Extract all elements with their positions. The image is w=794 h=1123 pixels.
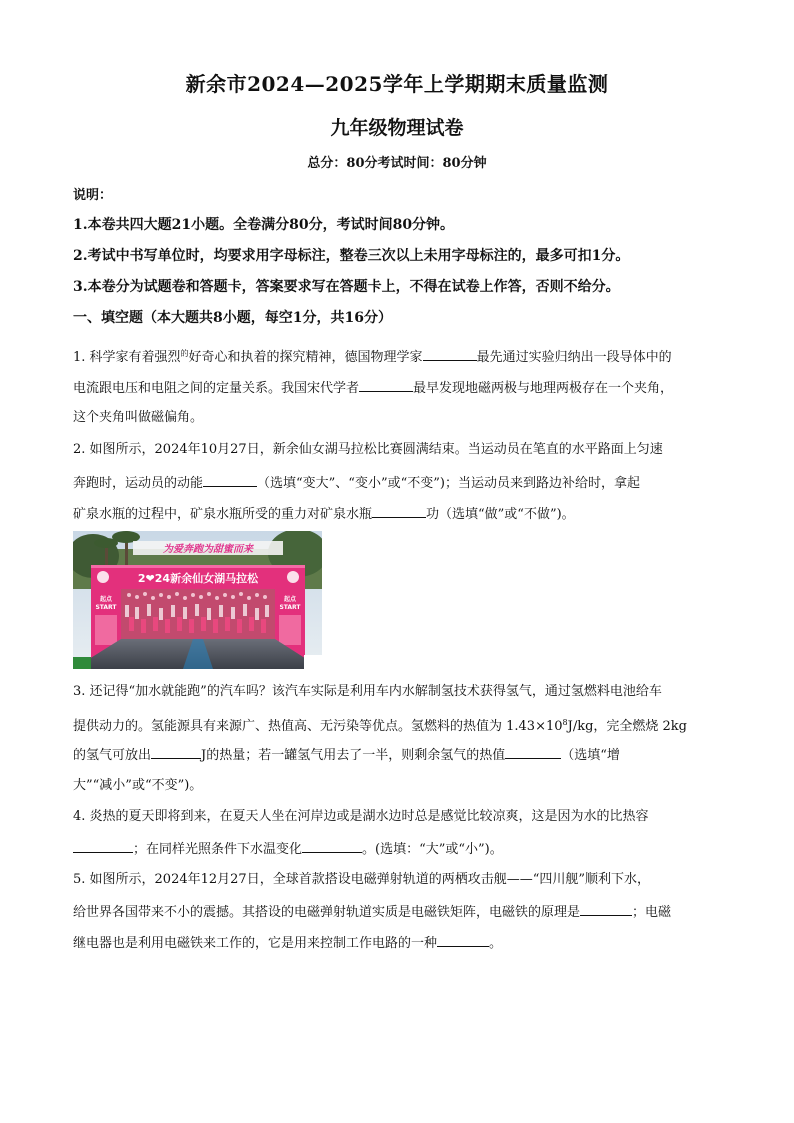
answer-blank[interactable] bbox=[203, 474, 257, 487]
right-pillar-start-cn: 起点 bbox=[283, 596, 297, 603]
question-5-line-3: 继电器也是利用电磁铁来工作的，它是用来控制工作电路的一种 。 bbox=[73, 936, 503, 951]
answer-blank[interactable] bbox=[505, 746, 561, 759]
question-2-line-3: 矿泉水瓶的过程中，矿泉水瓶所受的重力对矿泉水瓶 功（选填“做”或“不做”)。 bbox=[73, 507, 575, 522]
question-5-line-1: 5. 如图所示，2024年12月27日，全球首款搭设电磁弹射轨道的两栖攻击舰——“四川舰”顺利下水， bbox=[73, 872, 650, 887]
banner-slogan: 为爱奔跑为甜蜜而来 bbox=[163, 544, 253, 555]
answer-blank[interactable] bbox=[151, 746, 201, 759]
answer-blank[interactable] bbox=[73, 840, 133, 853]
instruction-item: 2.考试中书写单位时，均要求用字母标注，整卷三次以上未用字母标注的，最多可扣1分。 bbox=[73, 248, 630, 264]
question-1-line-1: 1. 科学家有着强烈$^的$好奇心和执着的探究精神，德国物理学家 最先通过实验归纳出一段导体中的 bbox=[73, 349, 672, 365]
answer-blank[interactable] bbox=[359, 379, 413, 392]
left-pillar-start-cn: 起点 bbox=[99, 596, 113, 603]
exam-title: 新余市2024—2025学年上学期期末质量监测 bbox=[185, 72, 609, 96]
left-pillar-start-en: START bbox=[95, 604, 117, 611]
marathon-start-photo bbox=[73, 531, 322, 669]
instruction-item: 3.本卷分为试题卷和答题卡，答案要求写在答题卡上，不得在试卷上作答，否则不给分。 bbox=[73, 279, 620, 295]
exam-subtitle: 九年级物理试卷 bbox=[330, 117, 464, 139]
answer-blank[interactable] bbox=[580, 903, 632, 916]
question-1-line-2: 电流跟电压和电阻之间的定量关系。我国宋代学者 最早发现地磁两极与地理两极存在一个夹角， bbox=[73, 381, 674, 396]
question-3-line-1: 3. 还记得“加水就能跑”的汽车吗？该汽车实际是利用车内水解制氢技术获得氢气，通过氢燃料电池给车 bbox=[73, 684, 662, 699]
question-4-line-1: 4. 炎热的夏天即将到来，在夏天人坐在河岸边或是湖水边时总是感觉比较凉爽，这是因为水的比热容 bbox=[73, 809, 649, 824]
answer-blank[interactable] bbox=[423, 348, 477, 361]
answer-blank[interactable] bbox=[302, 840, 362, 853]
question-3-line-2: 提供动力的。氢能源具有来源广、热值高、无污染等优点。氢燃料的热值为 $1.43\times 10^8J/kg$，完全燃烧 2kg bbox=[73, 718, 688, 734]
answer-blank[interactable] bbox=[437, 934, 489, 947]
marathon-photo-illustration bbox=[73, 531, 322, 669]
banner-marathon-name: 2❤24新余仙女湖马拉松 bbox=[137, 572, 259, 585]
score-time: 总分：80分考试时间：80分钟 bbox=[307, 156, 487, 171]
right-pillar-start-en: START bbox=[279, 604, 301, 611]
section-heading: 一、填空题（本大题共8小题，每空1分，共16分） bbox=[73, 310, 392, 326]
question-4-line-2: ；在同样光照条件下水温变化 。(选填：“大”或“小”)。 bbox=[73, 840, 503, 858]
question-5-line-2: 给世界各国带来不小的震撼。其搭设的电磁弹射轨道实质是电磁铁矩阵，电磁铁的原理是 ；电磁 bbox=[73, 905, 672, 920]
answer-blank[interactable] bbox=[372, 505, 426, 518]
question-2-line-1: 2. 如图所示，2024年10月27日，新余仙女湖马拉松比赛圆满结束。当运动员在笔直的水平路面上匀速 bbox=[73, 442, 663, 457]
question-2-line-2: 奔跑时，运动员的动能 （选填“变大”、“变小”或“不变”)；当运动员来到路边补给时，拿起 bbox=[73, 476, 640, 491]
question-3-line-4: 大”“减小”或“不变”)。 bbox=[73, 778, 203, 793]
question-3-line-3: 的氢气可放出 J的热量；若一罐氢气用去了一半，则剩余氢气的热值 （选填“增 bbox=[73, 748, 620, 763]
question-1-line-3: 这个夹角叫做磁偏角。 bbox=[73, 410, 204, 425]
instruction-item: 1.本卷共四大题21小题。全卷满分80分，考试时间80分钟。 bbox=[73, 217, 455, 233]
instructions-heading: 说明： bbox=[73, 188, 113, 203]
